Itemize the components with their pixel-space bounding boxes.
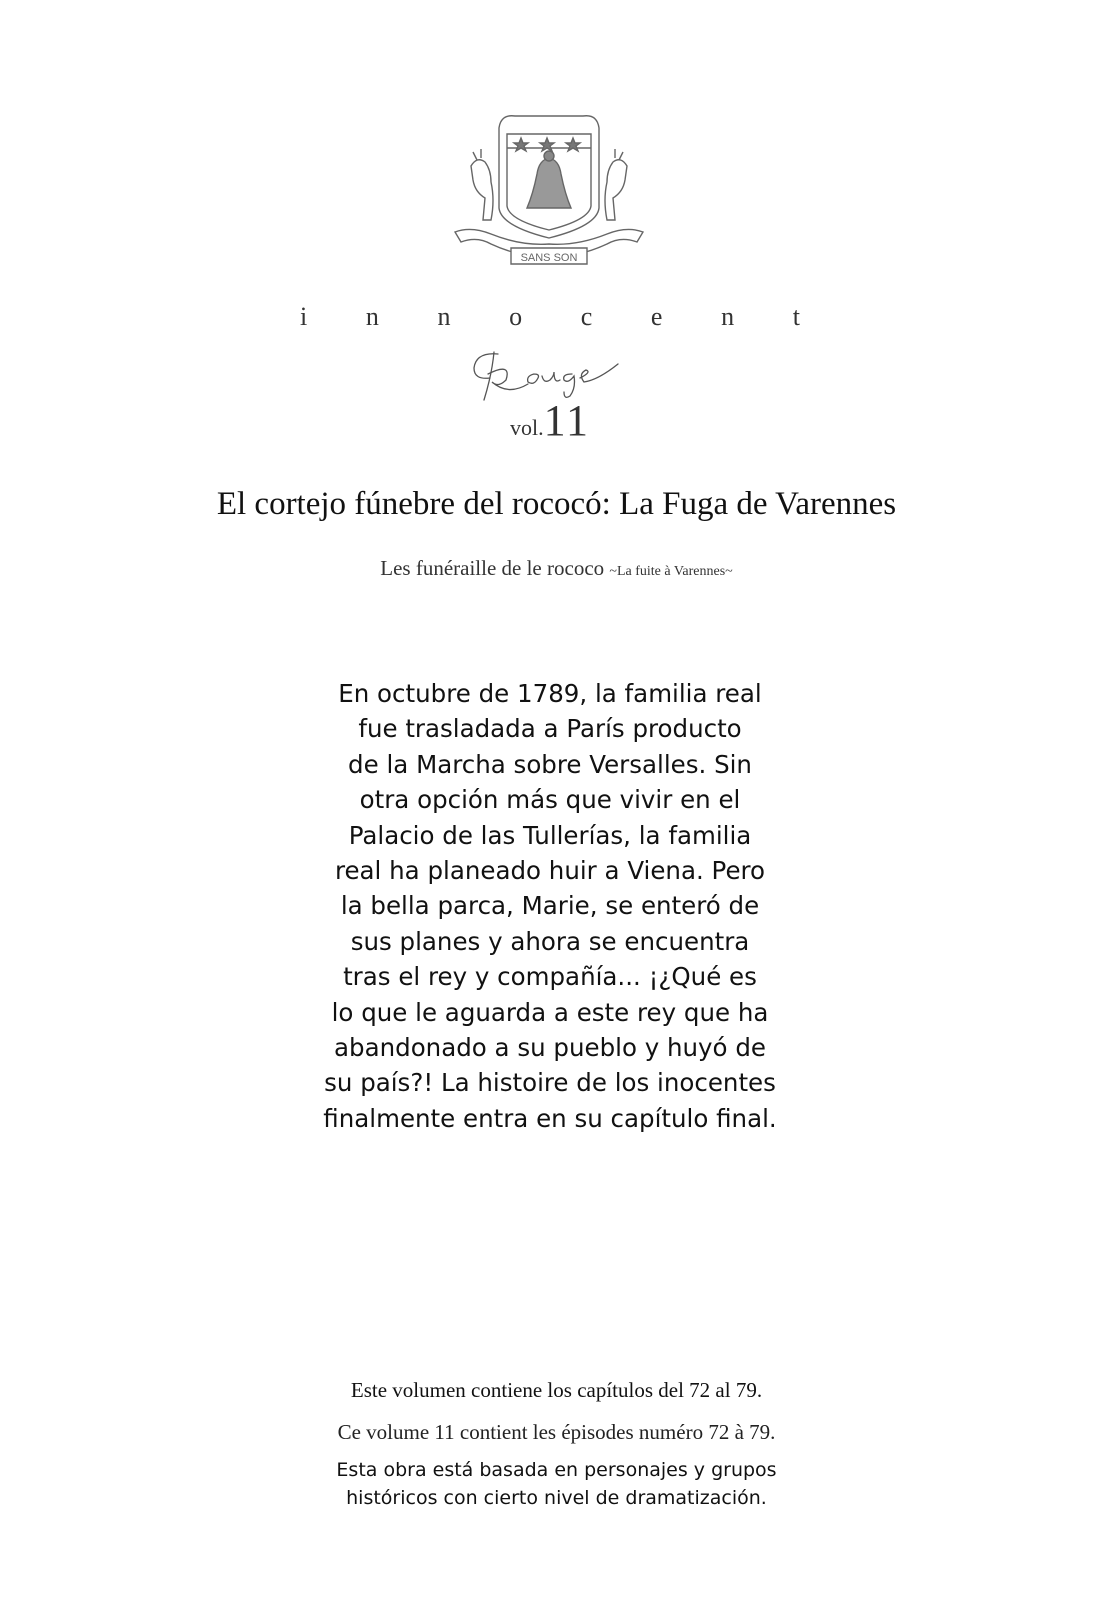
disclaimer-line: históricos con cierto nivel de dramatización. xyxy=(346,1487,767,1509)
series-title xyxy=(300,302,800,332)
series-letter: e xyxy=(650,302,663,331)
subtitle-main: Les funéraille de le rococo xyxy=(380,556,605,580)
synopsis xyxy=(300,676,800,1136)
synopsis-line: su país?! La histoire de los inocentes xyxy=(324,1068,776,1098)
series-letter: t xyxy=(792,302,800,331)
series-letter: c xyxy=(580,302,593,331)
synopsis-line: En octubre de 1789, la familia real xyxy=(338,679,762,708)
volume-prefix: vol. xyxy=(510,415,544,440)
synopsis-line: real ha planeado huir a Viena. Pero xyxy=(334,856,766,886)
synopsis-line: Palacio de las Tullerías, la familia xyxy=(348,820,752,850)
volume-digits: 11 xyxy=(543,396,590,445)
series-letter: n xyxy=(365,302,379,331)
disclaimer-line: Esta obra está basada en personajes y grupos xyxy=(336,1459,777,1481)
synopsis-line: abandonado a su pueblo y huyó de xyxy=(334,1033,766,1063)
subtitle-tail: ~La fuite à Varennes~ xyxy=(609,564,733,579)
synopsis-line: la bella parca, Marie, se enteró de xyxy=(340,891,760,921)
synopsis-line: sus planes y ahora se encuentra xyxy=(350,926,750,956)
series-letter: o xyxy=(509,302,523,331)
coat-of-arms-icon xyxy=(451,108,647,278)
volume-title: El cortejo fúnebre del rococó: La Fuga de Varennes xyxy=(216,486,897,522)
chapters-note-fr: Ce volume 11 contient les épisodes numéro 72 à 79. xyxy=(337,1420,776,1444)
synopsis-line: lo que le aguarda a este rey que ha xyxy=(331,997,769,1027)
crest-motto: SANS SON xyxy=(520,252,578,264)
disclaimer xyxy=(0,1456,1113,1512)
series-letter: n xyxy=(721,302,735,331)
volume-number xyxy=(510,395,590,446)
chapters-note-es: Este volumen contiene los capítulos del 72 al 79. xyxy=(350,1378,763,1402)
synopsis-line: de la Marcha sobre Versalles. Sin xyxy=(348,749,752,779)
synopsis-line: tras el rey y compañía... ¡¿Qué es xyxy=(343,962,757,992)
series-letter: n xyxy=(437,302,451,331)
synopsis-line: otra opción más que vivir en el xyxy=(359,785,741,815)
synopsis-line: fue trasladada a París producto xyxy=(358,714,742,744)
volume-subtitle xyxy=(0,556,1113,581)
synopsis-line: finalmente entra en su capítulo final. xyxy=(323,1103,777,1133)
series-letter: i xyxy=(300,302,308,331)
